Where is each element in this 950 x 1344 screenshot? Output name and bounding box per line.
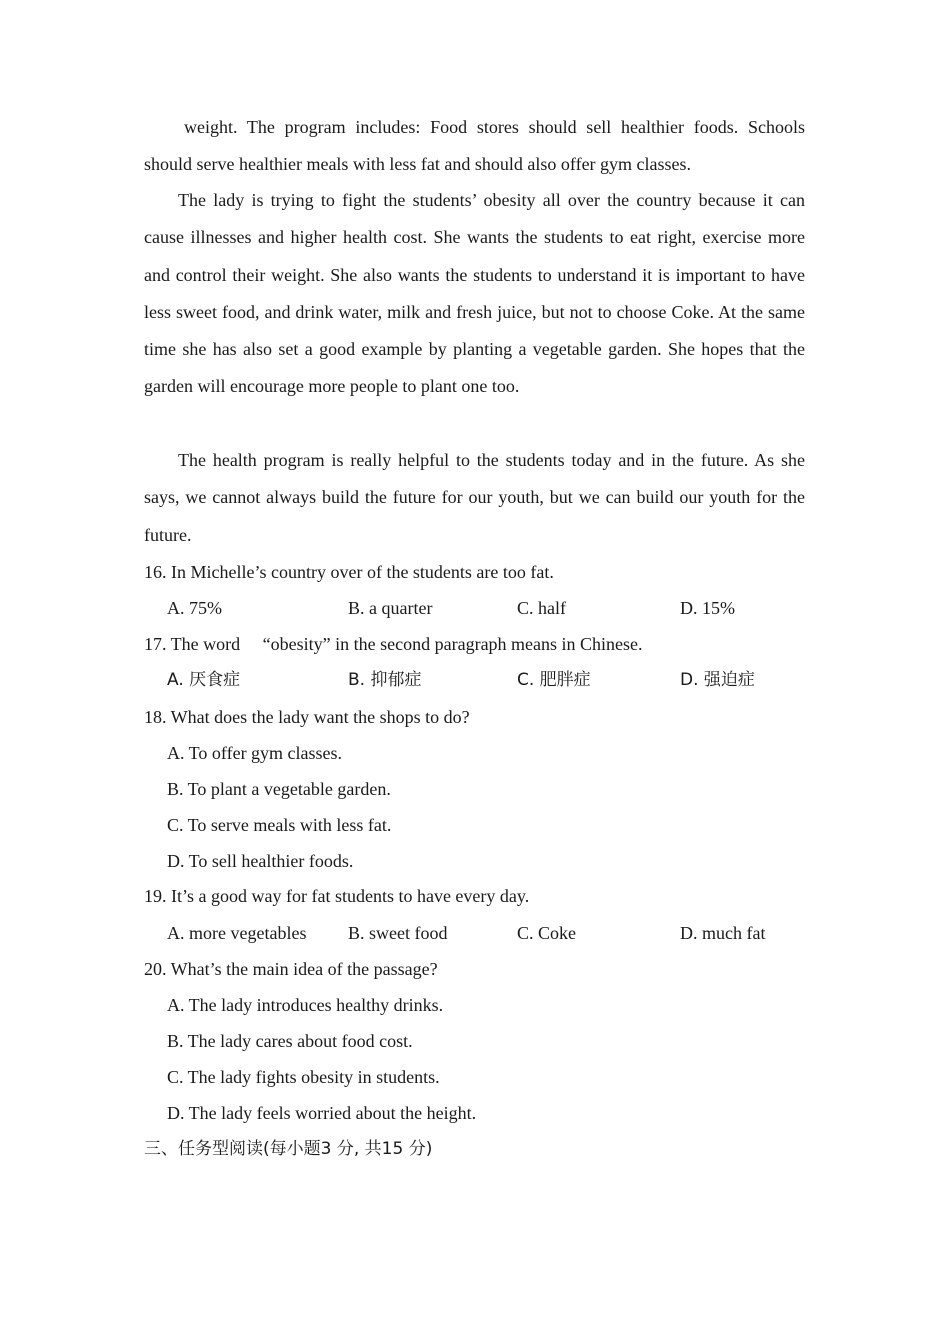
- question-17-option-a: A. 厌食症: [167, 670, 241, 690]
- question-20-stem: 20. What’s the main idea of the passage?: [144, 959, 438, 979]
- passage-paragraph-1: [144, 109, 805, 184]
- question-16-option-b: B. a quarter: [348, 598, 433, 618]
- question-20-option-c: C. The lady fights obesity in students.: [167, 1067, 440, 1087]
- question-19-option-b: B. sweet food: [348, 923, 448, 943]
- question-17-option-b: B. 抑郁症: [348, 670, 422, 690]
- question-18-option-a: A. To offer gym classes.: [167, 743, 343, 763]
- question-20-option-b: B. The lady cares about food cost.: [167, 1031, 413, 1051]
- question-18-stem: 18. What does the lady want the shops to do?: [144, 707, 470, 727]
- question-18-option-c: C. To serve meals with less fat.: [167, 815, 392, 835]
- passage-paragraph-1-text: weight. The program includes: Food stores should sell healthier foods. Schools should serve healthier meals with less fat and should also offer gym classes.: [144, 117, 805, 175]
- question-16-option-c: C. half: [517, 598, 566, 618]
- question-17-option-c: C. 肥胖症: [517, 670, 591, 690]
- question-19-option-a: A. more vegetables: [167, 923, 307, 943]
- question-19-stem: 19. It’s a good way for fat students to have every day.: [144, 886, 530, 906]
- question-20-option-a: A. The lady introduces healthy drinks.: [167, 995, 444, 1015]
- question-18-option-b: B. To plant a vegetable garden.: [167, 779, 391, 799]
- question-20-option-d: D. The lady feels worried about the height.: [167, 1103, 477, 1123]
- question-17-stem: 17. The word “obesity” in the second paragraph means in Chinese.: [144, 634, 643, 654]
- question-19-option-d: D. much fat: [680, 923, 766, 943]
- question-18-option-d: D. To sell healthier foods.: [167, 851, 354, 871]
- question-19-option-c: C. Coke: [517, 923, 577, 943]
- question-17-option-d: D. 强迫症: [680, 670, 755, 690]
- question-16-option-d: D. 15%: [680, 598, 735, 618]
- passage-paragraph-3: The health program is really helpful to the students today and in the future. As she says, we cannot always build the future for our youth, but we can build our youth for the future.: [144, 450, 805, 545]
- question-16-option-a: A. 75%: [167, 598, 222, 618]
- question-16-stem: 16. In Michelle’s country over of the students are too fat.: [144, 562, 554, 582]
- section-heading: 三、任务型阅读(每小题3 分, 共15 分): [144, 1139, 433, 1159]
- passage-paragraph-2: The lady is trying to fight the students’ obesity all over the country because it can cause illnesses and higher health cost. She wants the students to eat right, exercise more and control their weight. She also wants the students to understand it is important to have less sweet food, and drink water, milk and fresh juice, but not to choose Coke. At the same time she has also set a good example by planting a vegetable garden. She hopes that the garden will encourage more people to plant one too.: [144, 190, 805, 397]
